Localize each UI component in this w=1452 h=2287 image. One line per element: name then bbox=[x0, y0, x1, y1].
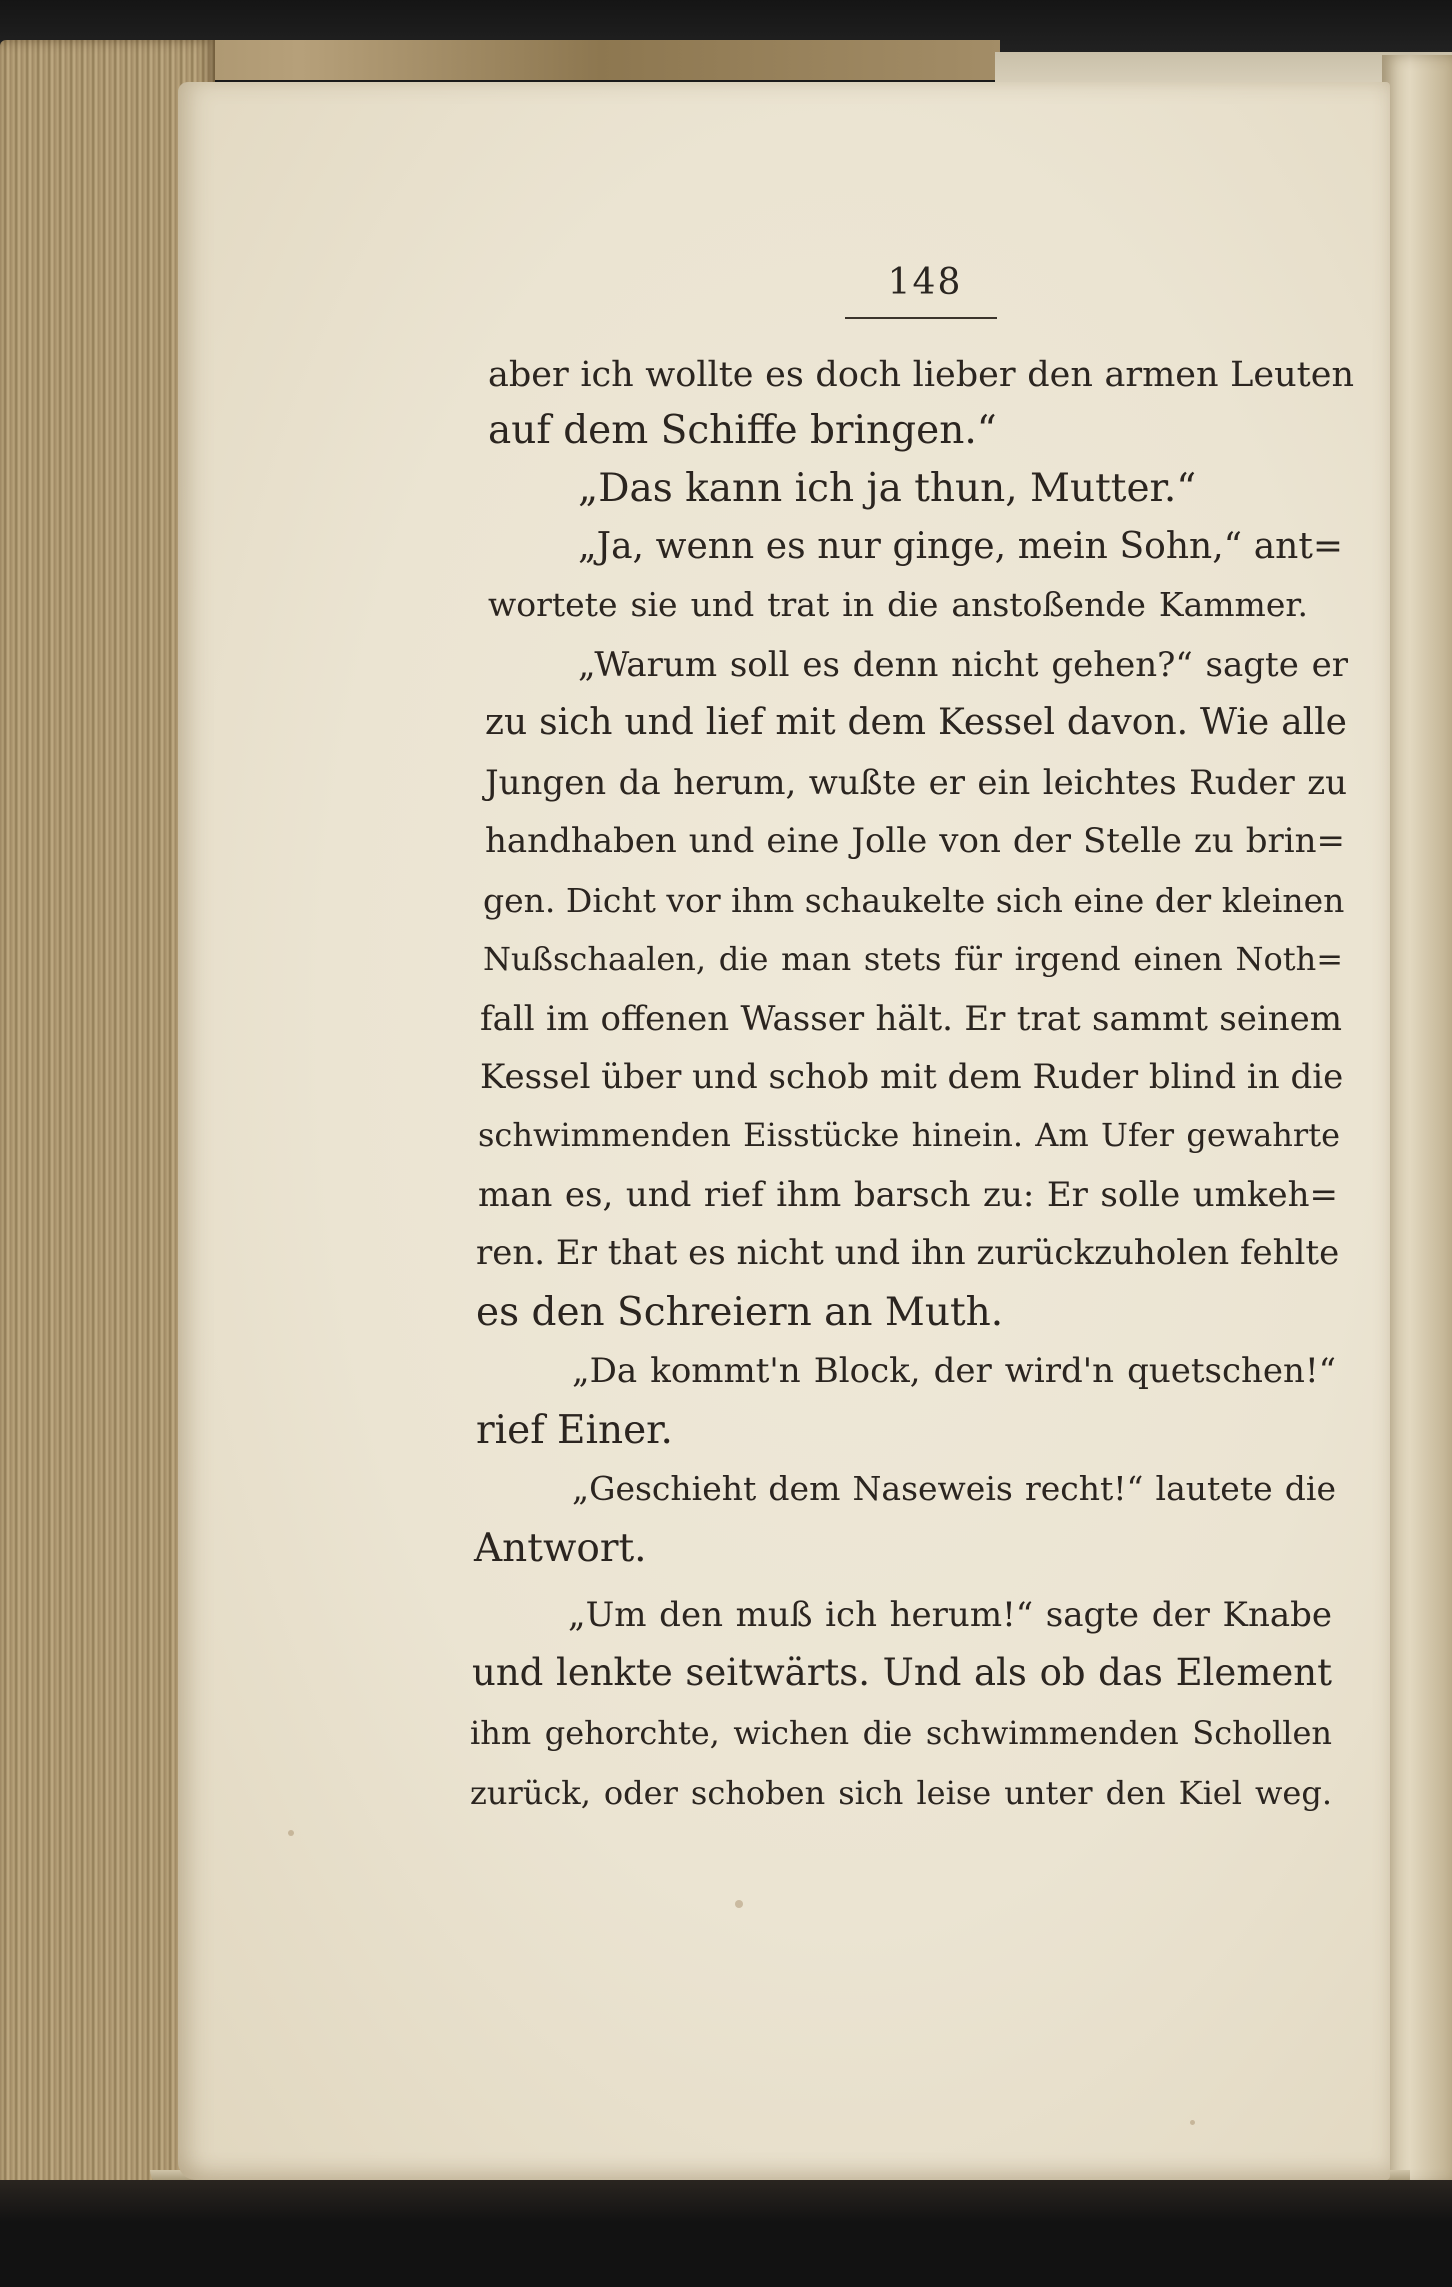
text-line: und lenkte seitwärts. Und als ob das Element bbox=[472, 1651, 1332, 1694]
text-line: es den Schreiern an Muth. bbox=[476, 1290, 1004, 1335]
text-line: „Geschieht dem Naseweis recht!“ lautete die bbox=[572, 1469, 1336, 1508]
text-line: gen. Dicht vor ihm schaukelte sich eine der kleinen bbox=[483, 881, 1345, 920]
text-line: zurück, oder schoben sich leise unter den Kiel weg. bbox=[470, 1774, 1332, 1812]
text-line: „Um den muß ich herum!“ sagte der Knabe bbox=[568, 1595, 1332, 1635]
text-line: man es, und rief ihm barsch zu: Er solle umkeh= bbox=[478, 1175, 1338, 1215]
text-line: aber ich wollte es doch lieber den armen Leuten bbox=[488, 355, 1354, 395]
text-line: „Ja, wenn es nur ginge, mein Sohn,“ ant= bbox=[578, 526, 1343, 567]
text-line: fall im offenen Wasser hält. Er trat sammt seinem bbox=[480, 999, 1342, 1039]
text-line: „Das kann ich ja thun, Mutter.“ bbox=[578, 466, 1197, 511]
adjacent-page-edge bbox=[1382, 55, 1452, 2185]
text-line: Kessel über und schob mit dem Ruder blind in die bbox=[480, 1057, 1344, 1097]
paper-spot bbox=[1190, 2120, 1195, 2125]
text-line: auf dem Schiffe bringen.“ bbox=[488, 408, 997, 453]
text-line: „Da kommt'n Block, der wird'n quetschen!“ bbox=[572, 1351, 1336, 1391]
text-line: Antwort. bbox=[474, 1526, 647, 1571]
page-number: 148 bbox=[887, 262, 963, 303]
text-line: Nußschaalen, die man stets für irgend einen Noth= bbox=[483, 940, 1343, 978]
text-line: rief Einer. bbox=[476, 1408, 673, 1453]
background-bottom bbox=[0, 2180, 1452, 2287]
text-line: Jungen da herum, wußte er ein leichtes Ruder zu bbox=[485, 763, 1347, 803]
text-line: ihm gehorchte, wichen die schwimmenden Schollen bbox=[470, 1714, 1332, 1752]
paper-spot bbox=[735, 1900, 743, 1908]
paper-spot bbox=[288, 1830, 294, 1836]
header-rule bbox=[845, 317, 997, 319]
text-line: ren. Er that es nicht und ihn zurückzuholen fehlte bbox=[476, 1233, 1340, 1273]
text-line: handhaben und eine Jolle von der Stelle zu brin= bbox=[485, 821, 1345, 861]
text-line: schwimmenden Eisstücke hinein. Am Ufer gewahrte bbox=[478, 1116, 1340, 1154]
text-line: zu sich und lief mit dem Kessel davon. Wie alle bbox=[485, 702, 1347, 743]
text-line: „Warum soll es denn nicht gehen?“ sagte er bbox=[578, 645, 1348, 685]
text-line: wortete sie und trat in die anstoßende Kammer. bbox=[488, 585, 1308, 624]
